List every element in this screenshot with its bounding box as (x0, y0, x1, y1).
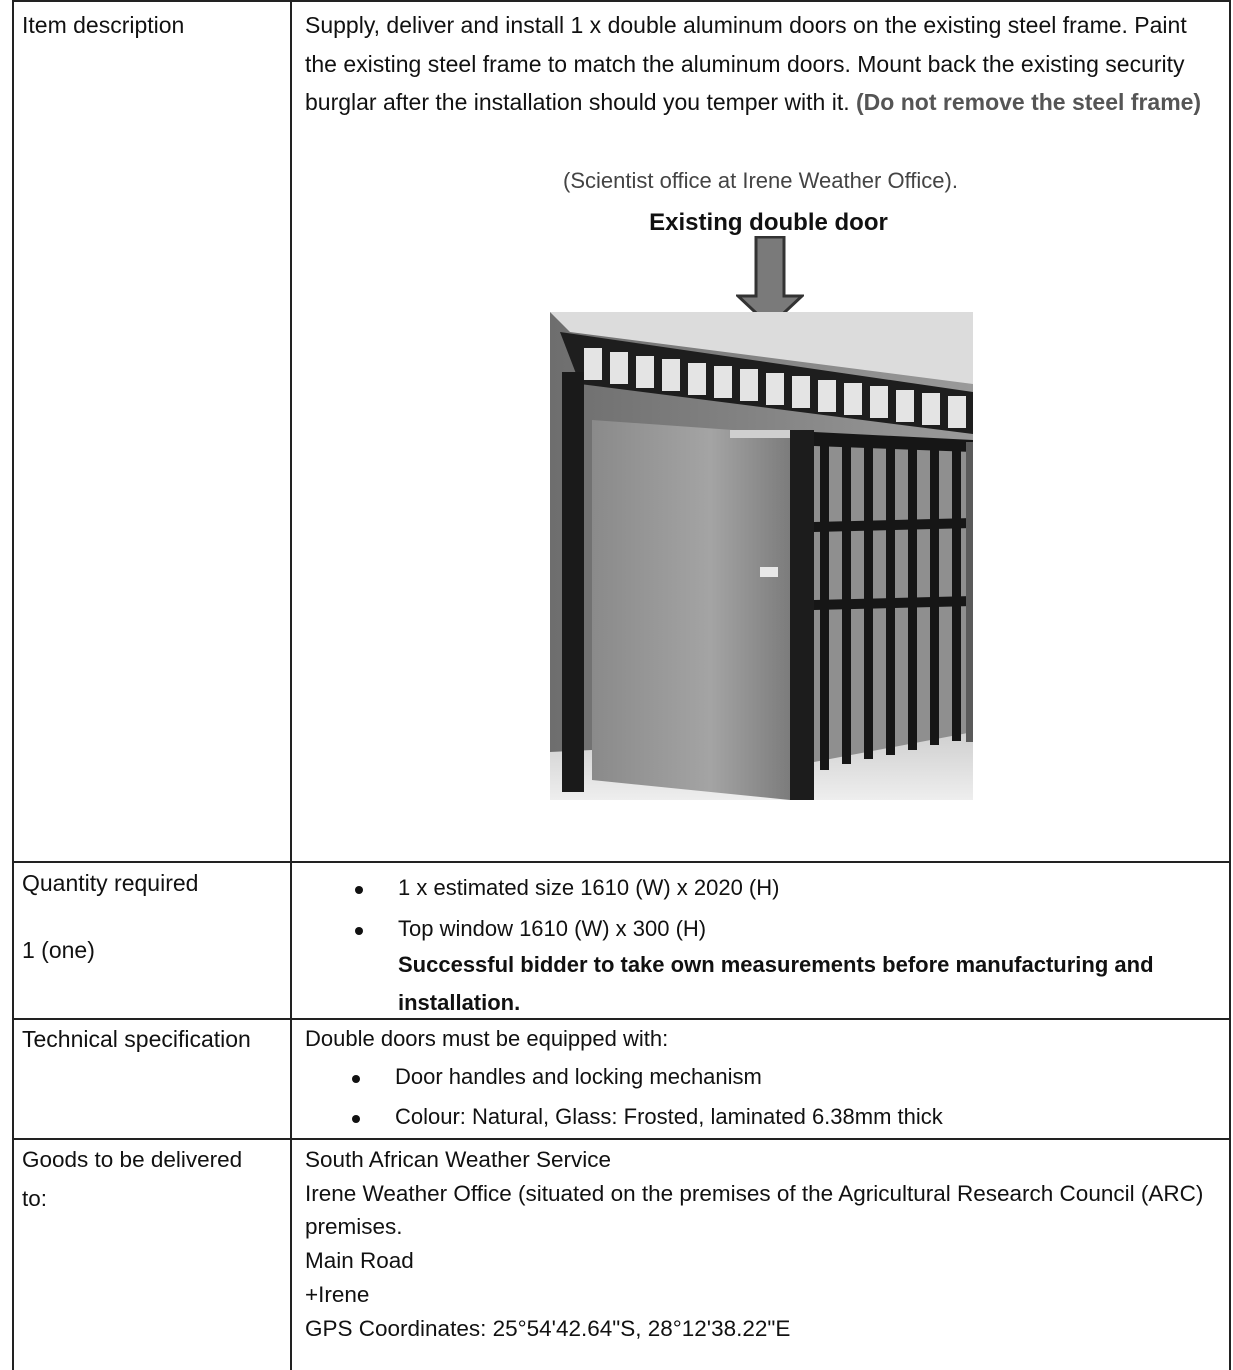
item-description-label: Item description (22, 12, 185, 38)
bullet-icon (355, 927, 363, 935)
delivery-label: Goods to be delivered (22, 1147, 243, 1172)
table-top-border (12, 0, 1231, 2)
delivery-address (305, 1143, 1205, 1345)
address-line: Irene Weather Office (situated on the premises of the Agricultural Research Council (ARC) premises. (305, 1180, 1204, 1240)
row-divider (12, 861, 1231, 863)
quantity-value: 1 (one) (22, 937, 95, 963)
measurement-note: Successful bidder to take own measurements before manufacturing and installation. (398, 952, 1154, 1015)
address-line: Main Road (305, 1248, 414, 1274)
row-divider (12, 1138, 1231, 1140)
technical-bullet: Colour: Natural, Glass: Frosted, laminated 6.38mm thick (395, 1104, 943, 1129)
photo-title: Existing double door (649, 209, 888, 236)
bullet-icon (355, 886, 363, 894)
technical-label: Technical specification (22, 1026, 251, 1052)
item-description-body: Supply, deliver and install 1 x double aluminum doors on the existing steel frame. Paint the existing steel frame to match the aluminum doors. Mount back the existing security burglar after the installation should you temper with it. (305, 12, 1187, 115)
photo-caption: (Scientist office at Irene Weather Office). (563, 168, 958, 193)
gps-coordinates: GPS Coordinates: 25°54'42.64"S, 28°12'38.22"E (305, 1315, 791, 1341)
quantity-label: Quantity required (22, 870, 199, 896)
technical-intro: Double doors must be equipped with: (305, 1026, 669, 1051)
quantity-bullet: 1 x estimated size 1610 (W) x 2020 (H) (398, 875, 780, 900)
column-divider (290, 0, 292, 1370)
bullet-icon (352, 1075, 360, 1083)
address-line: +Irene (305, 1281, 370, 1307)
door-photo (550, 312, 973, 800)
technical-bullet: Door handles and locking mechanism (395, 1064, 762, 1089)
bullet-icon (352, 1115, 360, 1123)
item-description-text (305, 6, 1217, 122)
delivery-label-cont: to: (22, 1186, 48, 1211)
item-description-note: (Do not remove the steel frame) (856, 89, 1202, 115)
address-line: South African Weather Service (305, 1147, 611, 1172)
quantity-bullet: Top window 1610 (W) x 300 (H) (398, 916, 707, 941)
